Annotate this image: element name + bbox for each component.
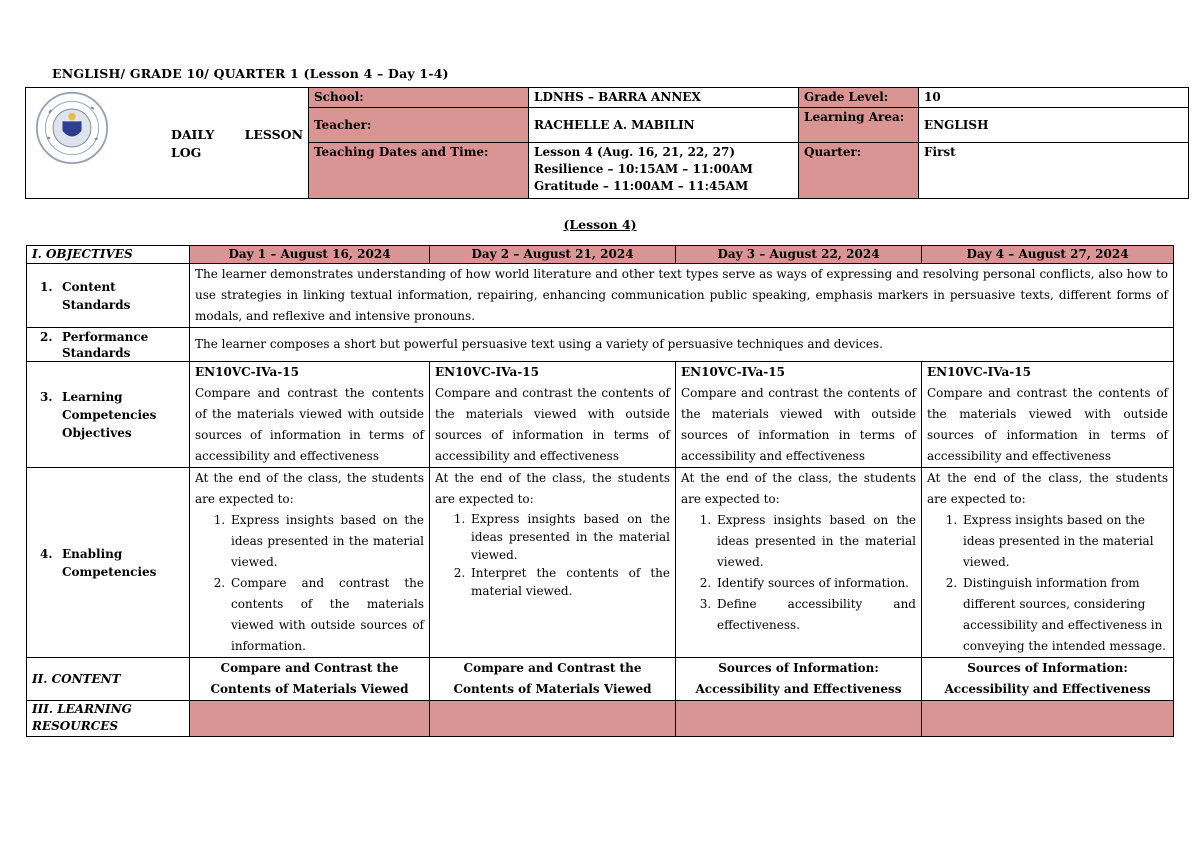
school-value: LDNHS – BARRA ANNEX (529, 88, 799, 108)
day4-resources (922, 701, 1174, 737)
day3-resources (676, 701, 922, 737)
lesson-label: (Lesson 4) (563, 217, 637, 232)
objectives-section-title: I. OBJECTIVES (27, 246, 190, 264)
learning-area-label: Learning Area: (799, 108, 919, 143)
deped-seal-icon (34, 90, 110, 166)
day3-enabling: At the end of the class, the students are expected to: 1. Express insights based on the ideas presented in the material viewed. 2. Identify sources of information. 3. Define accessibility and effectiveness. (676, 468, 922, 658)
list-item: 1. Express insights based on the ideas presented in the material viewed. (469, 510, 670, 564)
objectives-header-row (27, 246, 1174, 264)
learning-competencies-row (27, 362, 1174, 468)
learning-competencies-label: 3. Learning Competencies Objectives (27, 362, 190, 468)
teacher-value: RACHELLE A. MABILIN (529, 108, 799, 143)
performance-standards-label: 2. Performance Standards (27, 328, 190, 362)
teaching-dates-value: Lesson 4 (Aug. 16, 21, 22, 27) Resilience – 10:15AM – 11:00AM Gratitude – 11:00AM – 11:45AM (529, 143, 799, 199)
day3-competency: EN10VC-IVa-15 Compare and contrast the contents of the materials viewed with outside sources of information in terms of accessibility and effectiveness (676, 362, 922, 468)
page-title: ENGLISH/ GRADE 10/ QUARTER 1 (Lesson 4 – Day 1-4) (52, 66, 449, 81)
day1-resources (190, 701, 430, 737)
day2-resources (430, 701, 676, 737)
school-label: School: (309, 88, 529, 108)
list-item: 1. Express insights based on the ideas presented in the material viewed. (961, 510, 1168, 573)
content-standards-row (27, 264, 1174, 328)
list-item: 1. Express insights based on the ideas presented in the material viewed. (715, 510, 916, 573)
list-item: 2. Interpret the contents of the material viewed. (469, 564, 670, 600)
list-item: 3. Define accessibility and effectiveness. (715, 594, 916, 636)
day1-content: Compare and Contrast the Contents of Materials Viewed (190, 658, 430, 701)
content-standards-label: 1. Content Standards (27, 264, 190, 328)
quarter-value: First (919, 143, 1189, 199)
day2-content: Compare and Contrast the Contents of Materials Viewed (430, 658, 676, 701)
list-item: 2. Identify sources of information. (715, 573, 916, 594)
header-table (25, 87, 1189, 199)
content-standards-text: The learner demonstrates understanding of how world literature and other text types serve as ways of expressing and resolving personal conflicts, also how to use strategies in linking textual information, repairing, enhancing communication public speaking, emphasis markers in persuasive texts, different forms of modals, and reflexive and intensive pronouns. (190, 264, 1174, 328)
performance-standards-text: The learner composes a short but powerful persuasive text using a variety of persuasive techniques and devices. (190, 328, 1174, 362)
learning-resources-section-title: III. LEARNING RESOURCES (27, 701, 190, 737)
teaching-dates-label: Teaching Dates and Time: (309, 143, 529, 199)
day2-competency: EN10VC-IVa-15 Compare and contrast the contents of the materials viewed with outside sources of information in terms of accessibility and effectiveness (430, 362, 676, 468)
list-item: 1. Express insights based on the ideas presented in the material viewed. (229, 510, 424, 573)
day3-header: Day 3 – August 22, 2024 (676, 246, 922, 264)
day1-header: Day 1 – August 16, 2024 (190, 246, 430, 264)
list-item: 2. Compare and contrast the contents of the materials viewed with outside sources of information. (229, 573, 424, 657)
logo-cell (26, 88, 309, 199)
day1-competency: EN10VC-IVa-15 Compare and contrast the contents of the materials viewed with outside sources of information in terms of accessibility and effectiveness (190, 362, 430, 468)
day4-competency: EN10VC-IVa-15 Compare and contrast the contents of the materials viewed with outside sources of information in terms of accessibility and effectiveness (922, 362, 1174, 468)
enabling-competencies-row (27, 468, 1174, 658)
learning-area-value: ENGLISH (919, 108, 1189, 143)
grade-level-value: 10 (919, 88, 1189, 108)
learning-resources-row (27, 701, 1174, 737)
day1-enabling: At the end of the class, the students are expected to: 1. Express insights based on the ideas presented in the material viewed. 2. Compare and contrast the contents of the materials viewed with outside sources of information. (190, 468, 430, 658)
daily-lesson-log-label: DAILY LESSON LOG (171, 127, 303, 160)
day2-header: Day 2 – August 21, 2024 (430, 246, 676, 264)
grade-level-label: Grade Level: (799, 88, 919, 108)
day4-header: Day 4 – August 27, 2024 (922, 246, 1174, 264)
day4-content: Sources of Information: Accessibility and Effectiveness (922, 658, 1174, 701)
enabling-competencies-label: 4. Enabling Competencies (27, 468, 190, 658)
day2-enabling: At the end of the class, the students are expected to: 1. Express insights based on the ideas presented in the material viewed. 2. Interpret the contents of the material viewed. (430, 468, 676, 658)
content-row (27, 658, 1174, 701)
day3-content: Sources of Information: Accessibility and Effectiveness (676, 658, 922, 701)
performance-standards-row (27, 328, 1174, 362)
teacher-label: Teacher: (309, 108, 529, 143)
quarter-label: Quarter: (799, 143, 919, 199)
content-section-title: II. CONTENT (27, 658, 190, 701)
lesson-log-table (26, 245, 1174, 737)
list-item: 2. Distinguish information from different sources, considering accessibility and effectiveness in conveying the intended message. (961, 573, 1168, 657)
day4-enabling: At the end of the class, the students are expected to: 1. Express insights based on the ideas presented in the material viewed. 2. Distinguish information from different sources, considering accessibility and effectiveness in conveying the intended message. (922, 468, 1174, 658)
